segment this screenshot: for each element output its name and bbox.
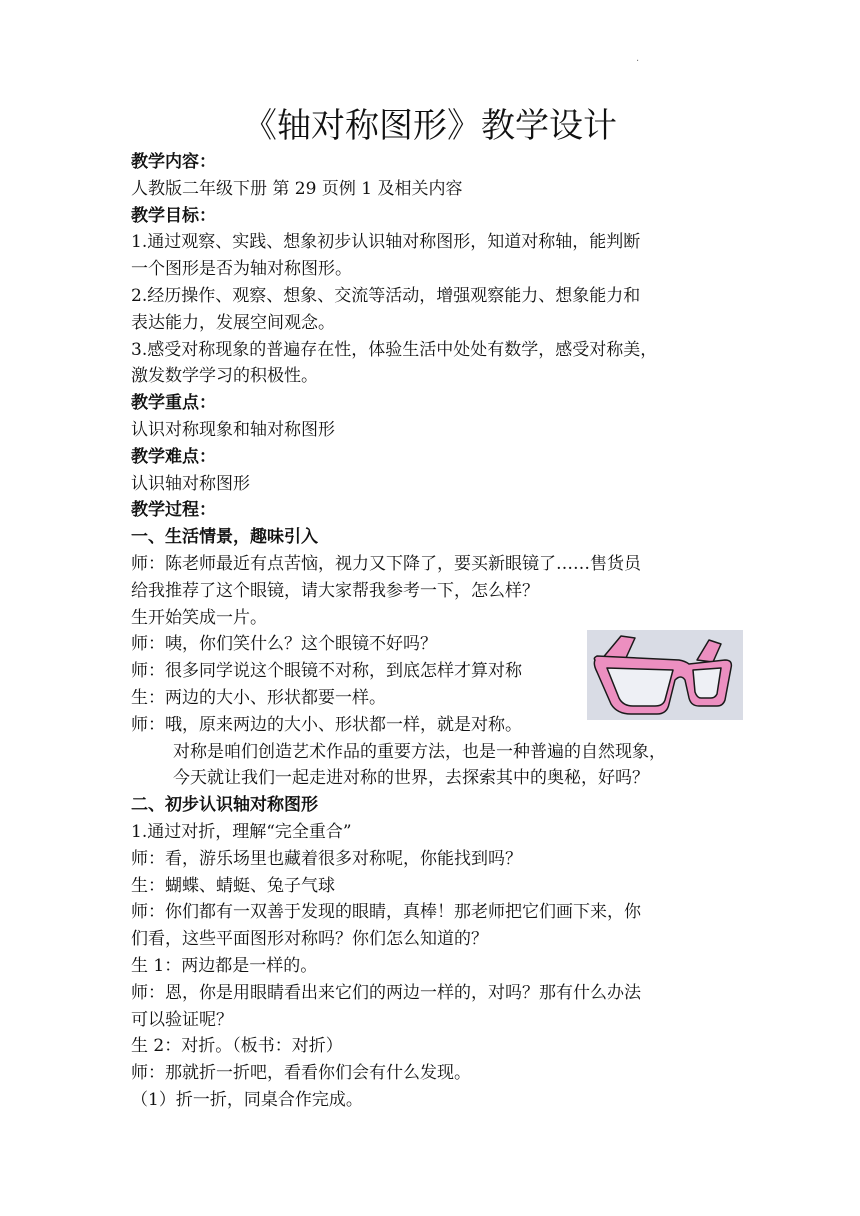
text-line: 教学重点： [131, 393, 216, 414]
glasses-image [587, 630, 743, 720]
text-line: 们看，这些平面图形对称吗？你们怎么知道的？ [131, 929, 488, 950]
text-line: 生开始笑成一片。 [131, 607, 267, 628]
text-line: 2.经历操作、观察、想象、交流等活动，增强观察能力、想象能力和 [131, 285, 641, 306]
text-line: 可以验证呢？ [131, 1009, 233, 1030]
text-line: 教学过程： [131, 500, 216, 521]
text-line: 师：哦，原来两边的大小、形状都一样，就是对称。 [131, 714, 522, 735]
text-line: 师：看，游乐场里也藏着很多对称呢，你能找到吗？ [131, 848, 522, 869]
text-line: 认识轴对称图形 [131, 473, 250, 494]
text-line: 激发数学学习的积极性。 [131, 366, 318, 387]
text-line: 师：很多同学说这个眼镜不对称，到底怎样才算对称 [131, 661, 522, 682]
text-line: 教学内容： [131, 152, 216, 172]
text-line: 表达能力，发展空间观念。 [131, 312, 335, 333]
text-line: 生 1：两边都是一样的。 [131, 955, 318, 976]
text-line: 生：蝴蝶、蜻蜓、兔子气球 [131, 875, 335, 896]
text-line: 今天就让我们一起走进对称的世界，去探索其中的奥秘，好吗？ [173, 768, 649, 789]
text-line: 师：恩，你是用眼睛看出来它们的两边一样的，对吗？那有什么办法 [131, 982, 641, 1003]
text-line: 1.通过观察、实践、想象初步认识轴对称图形，知道对称轴，能判断 [131, 232, 641, 253]
text-line: 师：陈老师最近有点苦恼，视力又下降了，要买新眼镜了……售货员 [131, 553, 641, 574]
text-line: 二、初步认识轴对称图形 [131, 795, 318, 816]
header-dot: · [636, 56, 640, 67]
text-line: 生：两边的大小、形状都要一样。 [131, 687, 386, 708]
text-line: 师：你们都有一双善于发现的眼睛，真棒！那老师把它们画下来，你 [131, 902, 641, 923]
text-line: 3.感受对称现象的普遍存在性，体验生活中处处有数学，感受对称美， [131, 339, 658, 360]
text-line: 教学目标： [131, 205, 216, 226]
text-line: 一、生活情景，趣味引入 [131, 527, 318, 548]
text-line: 认识对称现象和轴对称图形 [131, 419, 335, 440]
text-line: 生 2：对折。（板书：对折） [131, 1036, 343, 1057]
text-line: 师：那就折一折吧，看看你们会有什么发现。 [131, 1063, 471, 1084]
text-line: 师：咦，你们笑什么？这个眼镜不好吗？ [131, 634, 437, 655]
text-line: 一个图形是否为轴对称图形。 [131, 259, 352, 280]
glasses-icon [587, 630, 743, 720]
text-line: （1）折一折，同桌合作完成。 [131, 1089, 363, 1110]
text-line: 教学难点： [131, 446, 216, 467]
text-line: 给我推荐了这个眼镜，请大家帮我参考一下，怎么样？ [131, 580, 539, 601]
document-title: 《轴对称图形》教学设计 [243, 106, 617, 146]
text-line: 对称是咱们创造艺术作品的重要方法，也是一种普遍的自然现象， [173, 741, 666, 762]
text-line: 1.通过对折，理解“完全重合” [131, 821, 352, 842]
text-line: 人教版二年级下册 第 29 页例 1 及相关内容 [131, 178, 463, 199]
